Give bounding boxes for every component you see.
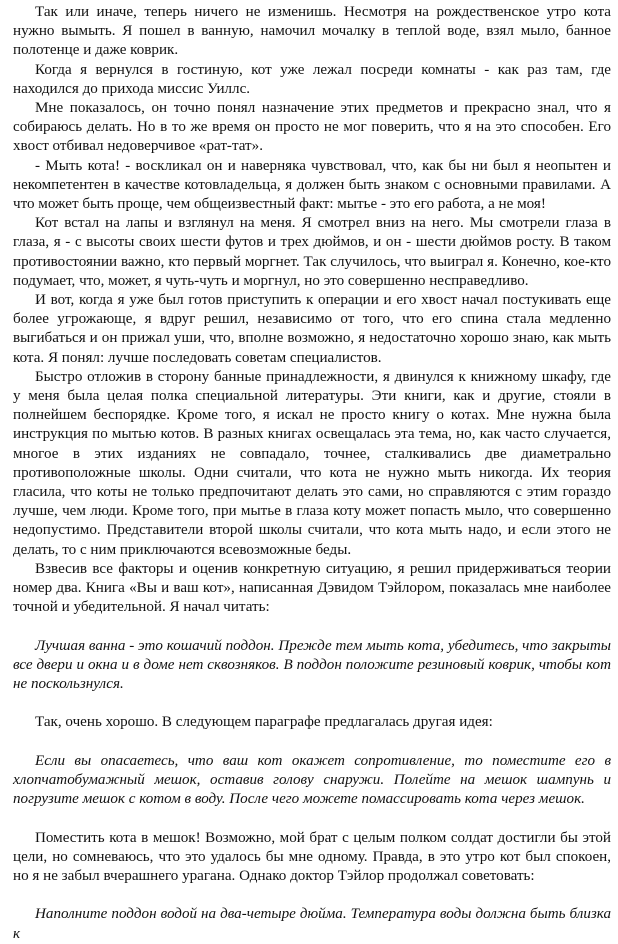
quote-1: Лучшая ванна - это кошачий поддон. Прежде тем мыть кота, убедитесь, что закрыты все двери и окна и в доме нет сквозняков. В поддон положите резиновый коврик, чтобы кот не поскользнулся. [13,637,611,693]
quote-3: Наполните поддон водой на два-четыре дюйма. Температура воды должна быть близка к [13,906,611,942]
spacer [13,886,611,905]
paragraph-10: Поместить кота в мешок! Возможно, мой брат с целым полком солдат достигли бы этой цели, но сомневаюсь, что это удалось бы мне одному. Правда, в это утро кот был спокоен, но я не забыл вчерашнего урагана. Однако доктор Тэйлор продолжал советовать: [13,829,611,885]
spacer [13,809,611,828]
paragraph-5: Кот встал на лапы и взглянул на меня. Я смотрел вниз на него. Мы смотрели глаза в глаза, я - с высоты своих шести футов и трех дюймов, и он - шести дюймов росту. В таком противостоянии важно, кто первый моргнет. Так случилось, что выиграл я. Конечно, кое-кто подумает, что, может, я чуть-чуть и моргнул, но это совершенно несправедливо. [13,215,611,289]
paragraph-1: Так или иначе, теперь ничего не изменишь. Несмотря на рождественское утро кота нужно вымыть. Я пошел в ванную, намочил мочалку в теплой воде, взял мыло, банное полотенце и даже коврик. [13,4,611,59]
paragraph-4: - Мыть кота! - воскликал он и наверняка чувствовал, что, как бы ни был я неопытен и некомпетентен в качестве котовладельца, я должен быть знаком с основными правилами. А что может быть проще, чем общеизвестный факт: мытье - это его работа, а не моя! [13,157,611,213]
document-page [13,3,611,944]
paragraph-3: Мне показалось, он точно понял назначение этих предметов и прекрасно знал, что я собираюсь делать. Но в то же время он просто не мог поверить, что я на это способен. Его хвост отбивал недоверчивое «рат-тат». [13,100,611,155]
quote-2: Если вы опасаетесь, что ваш кот окажет сопротивление, то поместите его в хлопчатобумажный мешок, оставив голову снаружи. Полейте на мешок шампунь и погрузите мешок с котом в воду. После чего можете помассировать кота через мешок. [13,752,611,808]
paragraph-8: Взвесив все факторы и оценив конкретную ситуацию, я решил придерживаться теории номер два. Книга «Вы и ваш кот», написанная Дэвидом Тэйлором, показалась мне наиболее точной и убедительной. Я начал читать: [13,560,611,616]
spacer [13,618,611,637]
paragraph-7: Быстро отложив в сторону банные принадлежности, я двинулся к книжному шкафу, где у меня была целая полка специальной литературы. Эти книги, как и другие, стояли в полнейшем беспорядке. Кроме того, я искал не просто книгу о котах. Мне нужна была инструкция по мытью котов. В разных книгах освещалась эта тема, но, как часто случается, многое в этих изданиях не совпадало, точнее, сталкивались две диаметрально противоположные школы. Одни считали, что кота не нужно мыть никогда. Их теория гласила, что коты не только предпочитают делать это сами, но справляются с этим гораздо лучше, чем люди. Кроме того, при мытье в глаза коту может попасть мыло, что совершенно недопустимо. Представители второй школы считали, что кота мыть надо, и если этого не делать, то с ним приключаются всевозможные беды. [13,368,611,558]
spacer [13,694,611,713]
paragraph-2: Когда я вернулся в гостиную, кот уже лежал посреди комнаты - как раз там, где находился до прихода миссис Уиллс. [13,61,611,97]
spacer [13,733,611,752]
paragraph-9: Так, очень хорошо. В следующем параграфе предлагалась другая идея: [35,714,493,731]
paragraph-6: И вот, когда я уже был готов приступить к операции и его хвост начал постукивать еще более угрожающе, я вдруг решил, независимо от того, что его спина стала медленно выгибаться и он прижал уши, что, вполне возможно, я недостаточно хорошо знаю, как мыть кота. Я понял: лучше последовать советам специалистов. [13,292,611,366]
